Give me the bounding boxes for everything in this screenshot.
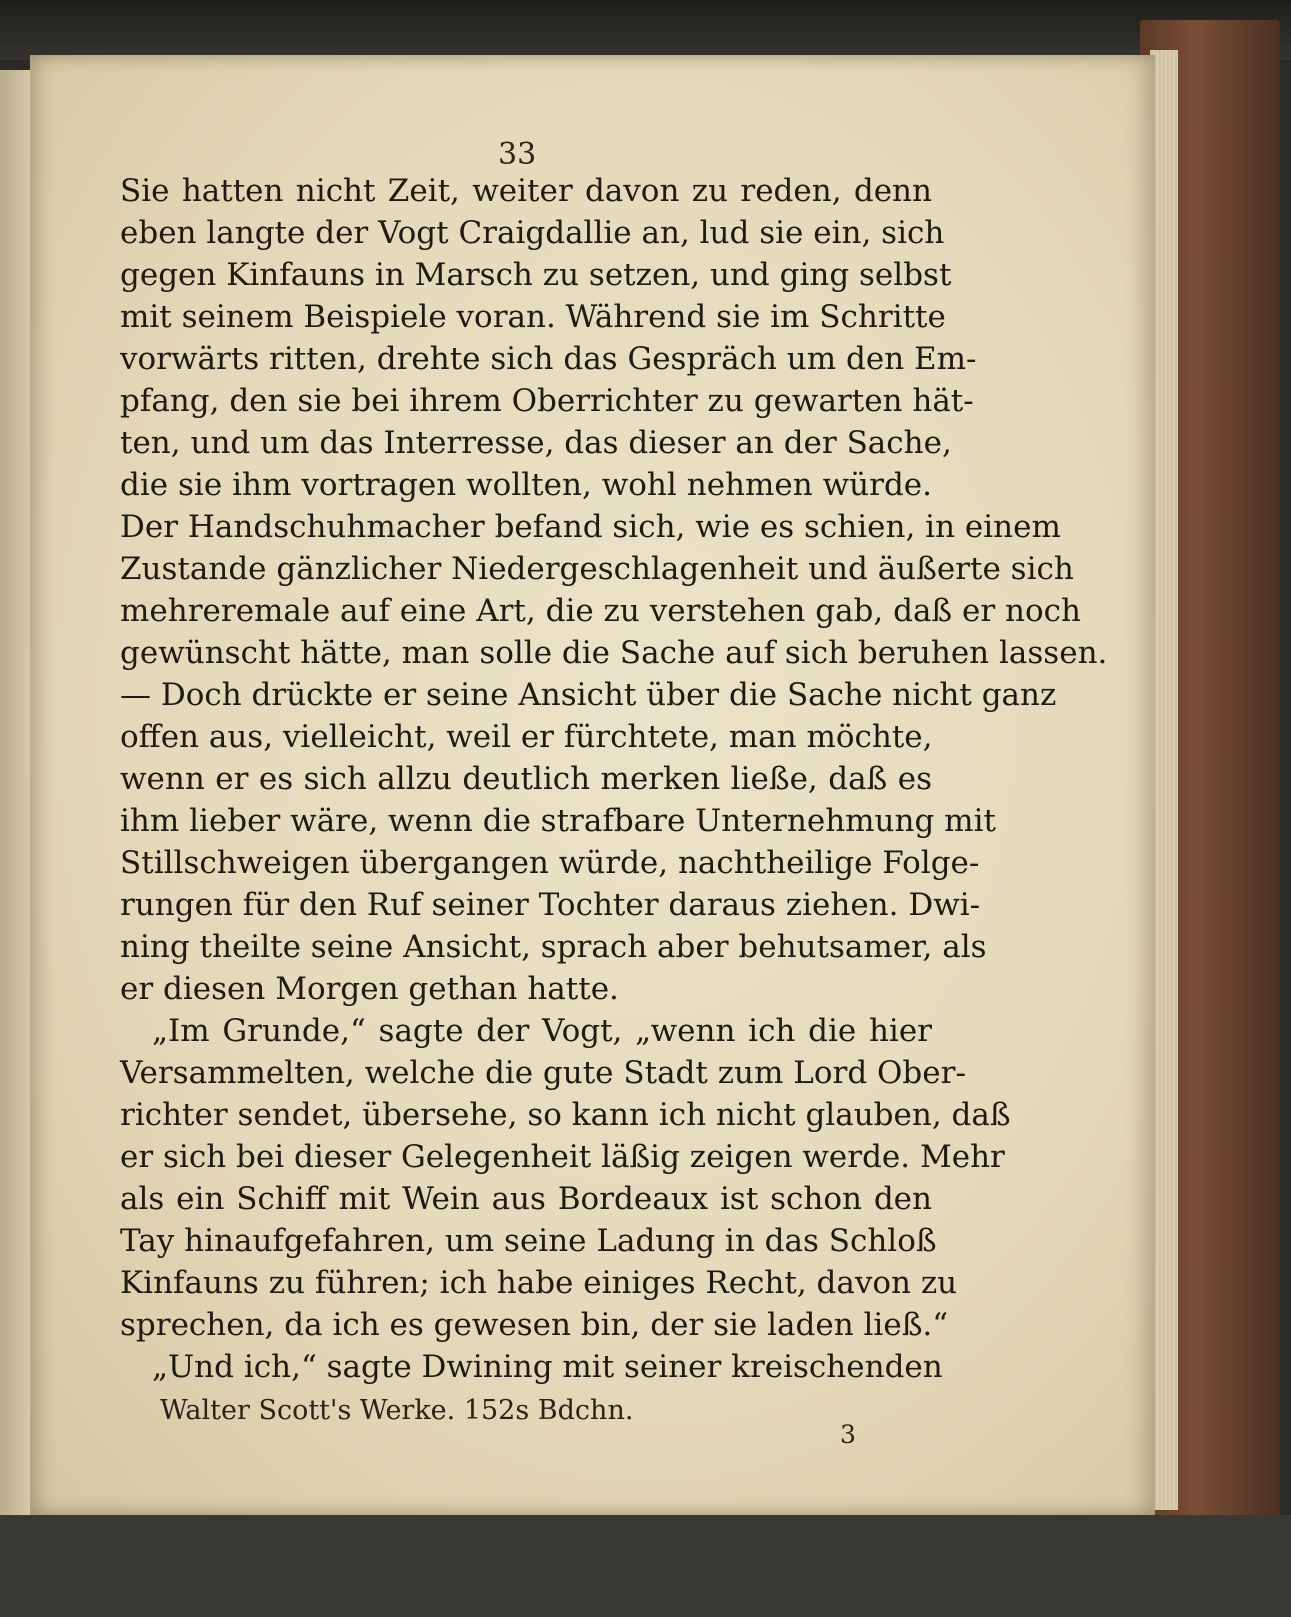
text-line: ihm lieber wäre, wenn die strafbare Unternehmung mit <box>120 803 996 839</box>
text-line: mehreremale auf eine Art, die zu verstehen gab, daß er noch <box>120 593 1081 629</box>
text-line: Tay hinaufgefahren, um seine Ladung in das Schloß <box>120 1223 937 1259</box>
text-line: pfang, den sie bei ihrem Oberrichter zu gewarten hät- <box>120 383 974 419</box>
text-line: Versammelten, welche die gute Stadt zum Lord Ober- <box>120 1055 966 1091</box>
text-line: offen aus, vielleicht, weil er fürchtete, man möchte, <box>120 719 933 755</box>
text-line: die sie ihm vortragen wollten, wohl nehmen würde. <box>120 467 932 503</box>
book-cover-top <box>0 0 1291 60</box>
text-line: richter sendet, übersehe, so kann ich nicht glauben, daß <box>120 1097 1011 1133</box>
text-line: Zustande gänzlicher Niedergeschlagenheit und äußerte sich <box>120 551 1074 587</box>
book-binding-bottom <box>0 1515 1291 1617</box>
printer-signature: Walter Scott's Werke. 152s Bdchn. <box>160 1395 634 1426</box>
text-line: wenn er es sich allzu deutlich merken ließe, daß es <box>120 761 932 797</box>
text-line: er sich bei dieser Gelegenheit läßig zeigen werde. Mehr <box>120 1139 1005 1175</box>
text-line: „Im Grunde,“ sagte der Vogt, „wenn ich die hier <box>152 1013 932 1049</box>
text-line: Der Handschuhmacher befand sich, wie es schien, in einem <box>120 509 1061 545</box>
text-line: Kinfauns zu führen; ich habe einiges Recht, davon zu <box>120 1265 958 1301</box>
text-line: mit seinem Beispiele voran. Während sie im Schritte <box>120 299 946 335</box>
sheet-mark: 3 <box>840 1420 856 1449</box>
text-line: gewünscht hätte, man solle die Sache auf sich beruhen lassen. <box>120 635 1108 671</box>
text-line: gegen Kinfauns in Marsch zu setzen, und ging selbst <box>120 257 952 293</box>
text-line: er diesen Morgen gethan hatte. <box>120 971 619 1007</box>
page-number: 33 <box>498 137 537 172</box>
text-line: eben langte der Vogt Craigdallie an, lud sie ein, sich <box>120 215 945 251</box>
text-line: ten, und um das Interresse, das dieser an der Sache, <box>120 425 952 461</box>
text-line: Stillschweigen übergangen würde, nachtheilige Folge- <box>120 845 980 881</box>
text-line: ning theilte seine Ansicht, sprach aber behutsamer, als <box>120 929 987 965</box>
text-line: sprechen, da ich es gewesen bin, der sie laden ließ.“ <box>120 1307 949 1343</box>
text-line: rungen für den Ruf seiner Tochter daraus ziehen. Dwi- <box>120 887 981 923</box>
text-line: Sie hatten nicht Zeit, weiter davon zu reden, denn <box>120 173 932 209</box>
text-line: „Und ich,“ sagte Dwining mit seiner kreischenden <box>152 1349 943 1385</box>
text-line: — Doch drückte er seine Ansicht über die Sache nicht ganz <box>120 677 1057 713</box>
text-line: vorwärts ritten, drehte sich das Gespräch um den Em- <box>120 341 977 377</box>
facing-page-edge <box>0 70 30 1520</box>
page-body-text <box>120 170 1108 1388</box>
text-line: als ein Schiff mit Wein aus Bordeaux ist schon den <box>120 1181 932 1217</box>
